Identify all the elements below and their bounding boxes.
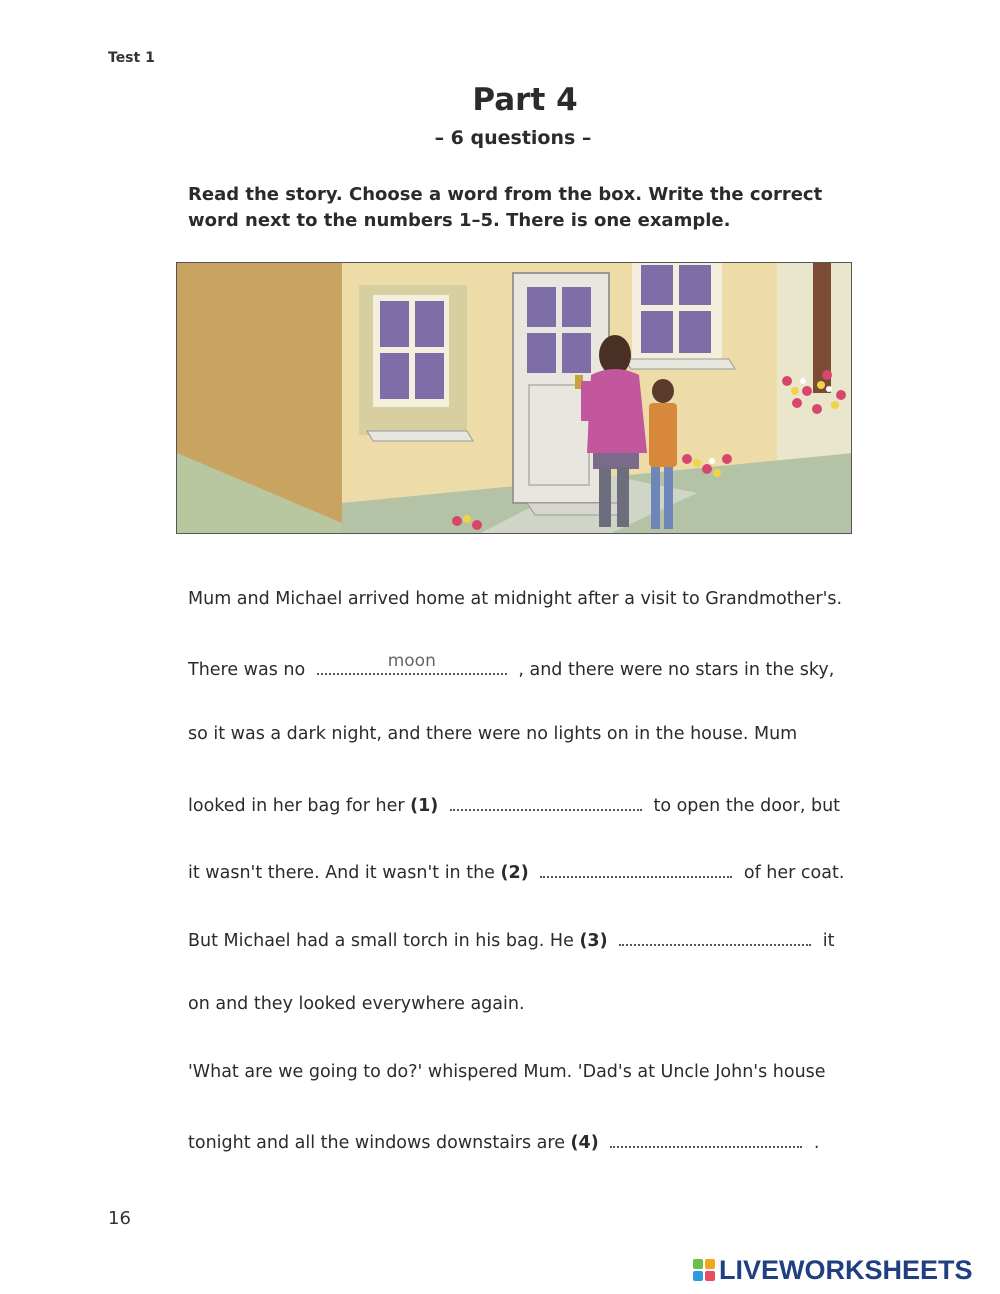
question-2-label: (2) bbox=[500, 863, 529, 883]
story-line-9-end: . bbox=[813, 1133, 820, 1153]
story-line-2 bbox=[188, 651, 835, 680]
house-front-door-scene-icon bbox=[177, 263, 852, 534]
example-answer: moon bbox=[387, 651, 436, 671]
liveworksheets-logo-icon bbox=[693, 1259, 715, 1281]
answer-3-blank[interactable] bbox=[619, 926, 811, 946]
story-line-2-start: There was no bbox=[188, 660, 306, 680]
question-4-label: (4) bbox=[570, 1133, 599, 1153]
question-3-label: (3) bbox=[579, 931, 608, 951]
story-line-5 bbox=[188, 858, 844, 883]
page-title: Part 4 bbox=[472, 82, 578, 118]
story-line-8: 'What are we going to do?' whispered Mum. 'Dad's at Uncle John's house bbox=[188, 1062, 826, 1082]
story-line-4-end: to open the door, but bbox=[653, 796, 841, 816]
story-line-6 bbox=[188, 926, 835, 951]
story-line-6-start: But Michael had a small torch in his bag. He bbox=[188, 931, 574, 951]
story-line-5-start: it wasn't there. And it wasn't in the bbox=[188, 863, 495, 883]
story-line-9 bbox=[188, 1128, 819, 1153]
answer-2-blank[interactable] bbox=[540, 858, 732, 878]
story-line-1: Mum and Michael arrived home at midnight after a visit to Grandmother's. bbox=[188, 589, 843, 609]
page-number: 16 bbox=[108, 1208, 131, 1229]
story-line-6-end: it bbox=[822, 931, 835, 951]
test-label: Test 1 bbox=[108, 50, 155, 66]
story-line-4-start: looked in her bag for her bbox=[188, 796, 405, 816]
answer-4-blank[interactable] bbox=[610, 1128, 802, 1148]
liveworksheets-brand[interactable] bbox=[693, 1254, 973, 1286]
story-line-4 bbox=[188, 791, 840, 816]
instructions: Read the story. Choose a word from the box. Write the correct word next to the numbers 1–5. There is one example. bbox=[188, 184, 823, 231]
page-subtitle: – 6 questions – bbox=[434, 127, 592, 149]
house-illustration bbox=[176, 262, 852, 534]
question-1-label: (1) bbox=[410, 796, 439, 816]
story-line-5-end: of her coat. bbox=[743, 863, 845, 883]
story-line-7: on and they looked everywhere again. bbox=[188, 994, 525, 1014]
brand-name: LIVEWORKSHEETS bbox=[719, 1254, 973, 1285]
story-line-3: so it was a dark night, and there were no lights on in the house. Mum bbox=[188, 724, 798, 744]
story-line-2-end: , and there were no stars in the sky, bbox=[518, 660, 835, 680]
answer-1-blank[interactable] bbox=[450, 791, 642, 811]
story-line-9-start: tonight and all the windows downstairs are bbox=[188, 1133, 565, 1153]
example-blank bbox=[317, 651, 507, 675]
